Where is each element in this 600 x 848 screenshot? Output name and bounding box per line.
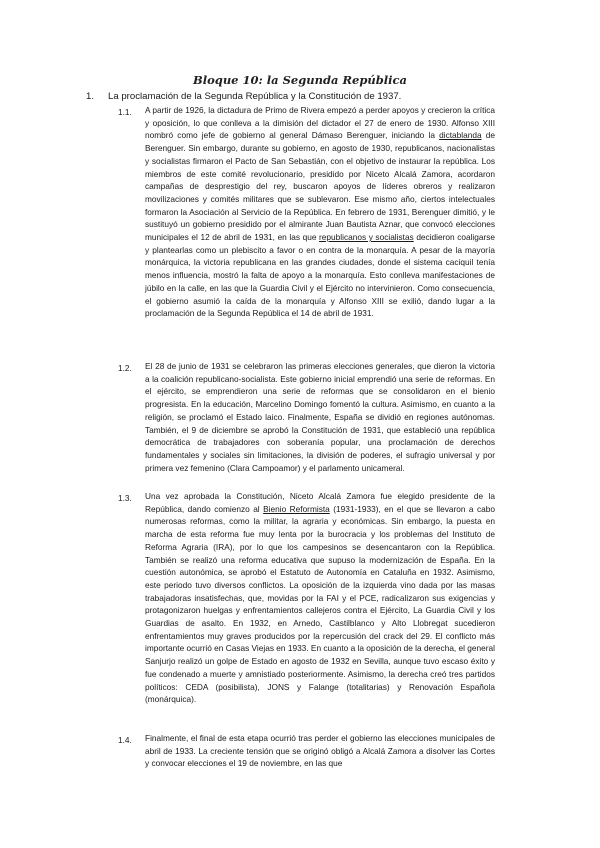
item-number: 1.1. xyxy=(118,107,132,117)
text-run: (1931-1933), en el que se llevaron a cabo numerosas reformas, como la militar, la agraria y económicas. Sin embargo, la puesta en marcha de esta reforma fue muy lenta por la burocracia y los problemas del Instituto de Reforma Agraria (IRA), por lo que los campesinos se desencantaron con la República. También se realizó una reforma educativa que supuso la modernización de España. En la cuestión autonómica, se aprobó el Estatuto de Autonomía en Cataluña en 1932. Asimismo, este periodo tuvo diversos conflictos. La oposición de la izquierda vino dada por las masas trabajadoras insatisfechas, que, movidas por la FAI y el PCE, radicalizaron sus exigencias y protagonizaron huelgas y enfrentamientos callejeros contra el Ejército, La Guardia Civil y los Guardias de asalto. En 1932, en Arnedo, Castilblanco y Alto Llobregat sucedieron enfrentamientos muy graves producidos por la repercusión del crack del 29. El conflicto más importante ocurrió en Casas Viejas en 1933. En cuanto a la oposición de la derecha, el general Sanjurjo realizó un golpe de Estado en agosto de 1932 en Sevilla, aunque tuvo escaso éxito y fue condenado a muerte y amnistiado posteriormente. Asimismo, la derecha creó tres partidos políticos: CEDA (posibilista), JONS y Falange (totalitarias) y Renovación Española (monárquica). xyxy=(145,503,496,705)
page-title: Bloque 10: la Segunda República xyxy=(193,73,407,87)
paragraph xyxy=(145,732,495,770)
text-run: El 28 de junio de 1931 se celebraron las primeras elecciones generales, que dieron la victoria a la coalición republicano-socialista. Este gobierno inicial emprendió una serie de reformas. En el ejército, se emprendieron una serie de reformas que se consolidaron en el bienio progresista. En la educación, Marcelino Domingo fomentó la cultura. Asimismo, en cuanto a la religión, se proclamó el Estado laico. Finalmente, España se dividió en regiones autónomas. También, el 9 de diciembre se aprobó la Constitución de 1931, que estableció una república democrática de trabajadores con soberanía popular, una proclamación de derechos fundamentales y sociales sin limitaciones, la división de poderes, el sufragio universal y por primera vez femenino (Clara Campoamor) y el parlamento unicameral. xyxy=(145,361,495,473)
underlined-term: Bienio Reformista xyxy=(263,503,330,514)
text-run: de Berenguer. Sin embargo, durante su gobierno, en agosto de 1930, republicanos, nacionalistas y socialistas firmaron el Pacto de San Sebastián, con el objetivo de instaurar la república. Los miembros de este comité revolucionario, presidido por Niceto Alcalá Zamora, acordaron campañas de desprestigio del rey, buscaron apoyos de líderes obreros y realizaron movilizaciones y comités militares que se sublevaron. Ese mismo año, ciertos intelectuales formaron la Asociación al Servicio de la República. En febrero de 1931, Berenguer dimitió, y le sustituyó un gobierno presidido por el almirante Juan Bautista Aznar, que convocó elecciones municipales el 12 de abril de 1931, en las que xyxy=(145,130,495,243)
paragraph xyxy=(145,104,495,320)
item-number: 1.2. xyxy=(118,363,132,373)
section-number: 1. xyxy=(86,91,95,102)
text-run: Una vez aprobada la Constitución, Niceto Alcalá Zamora fue elegido presidente de la República, dando comienzo al xyxy=(145,491,495,514)
underlined-term: dictablanda xyxy=(439,130,482,141)
section-title: La proclamación de la Segunda República y la Constitución de 1937. xyxy=(108,91,402,102)
text-run: A partir de 1926, la dictadura de Primo de Rivera empezó a perder apoyos y crecieron la crítica y oposición, lo que conlleva a la dimisión del dictador el 27 de enero de 1930. Alfonso XIII nombró como jefe de gobierno al general Dámaso Berenguer, iniciando la xyxy=(145,105,495,141)
item-number: 1.4. xyxy=(118,735,132,745)
text-run: decidieron coaligarse y plantearlas como un plebiscito a favor o en contra de la monarquía. A pesar de la mayoría monárquica, la victoria republicana en las grandes ciudades, donde el sistema caciquil tenía menos influencia, mostró la falta de apoyo a la monarquía. Esto conlleva manifestaciones de júbilo en la calle, en las que la Guardia Civil y el Ejército no intervinieron. Como consecuencia, el gobierno asumió la caída de la monarquía y Alfonso XIII se exilió, dando lugar a la proclamación de la Segunda República el 14 de abril de 1931. xyxy=(145,232,496,319)
text-run: Finalmente, el final de esta etapa ocurrió tras perder el gobierno las elecciones municipales de abril de 1933. La creciente tensión que se originó obligó a Alcalá Zamora a disolver las Cortes y convocar elecciones el 19 de noviembre, en las que xyxy=(145,733,495,769)
paragraph xyxy=(145,490,495,706)
underlined-term: republicanos y socialistas xyxy=(319,232,414,243)
item-number: 1.3. xyxy=(118,493,132,503)
paragraph xyxy=(145,360,495,474)
